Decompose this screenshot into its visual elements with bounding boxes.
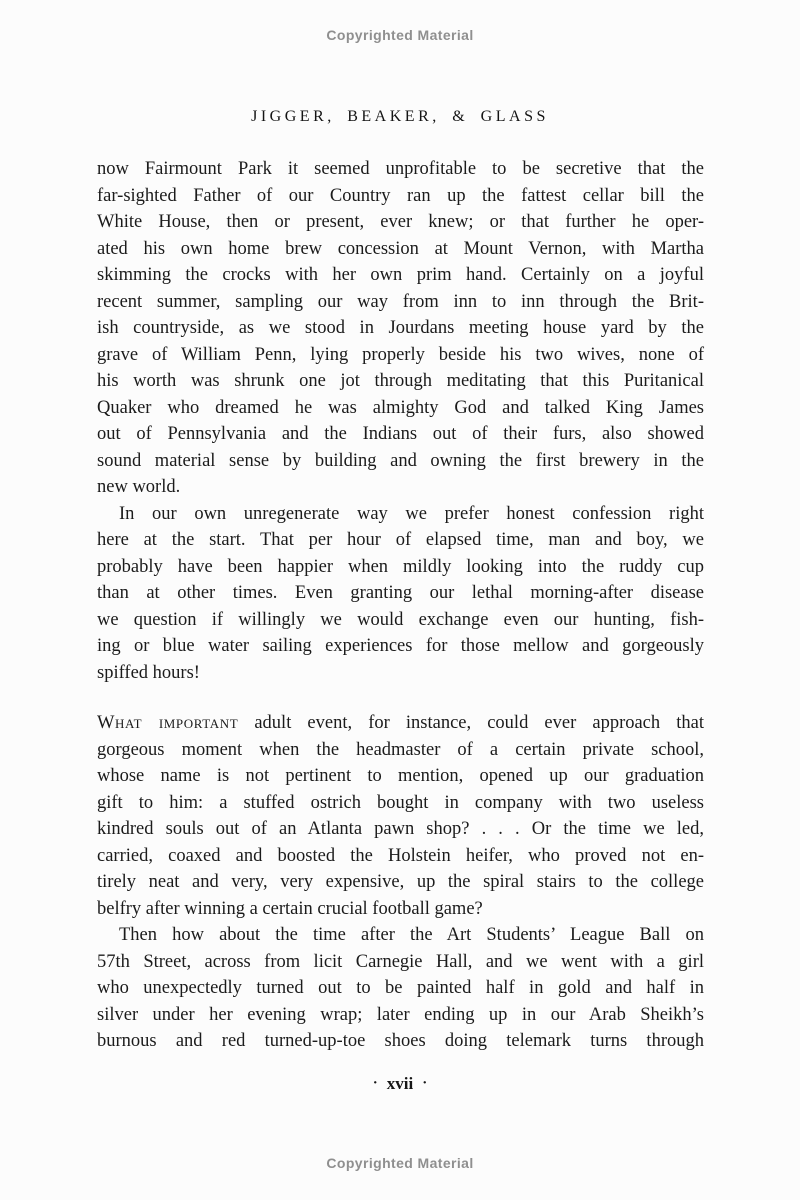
text-line: here at the start. That per hour of elapsed time, man and boy, we xyxy=(97,530,704,550)
text-line: now Fairmount Park it seemed unprofitable to be secretive that the xyxy=(97,159,704,179)
text-line: out of Pennsylvania and the Indians out of their furs, also showed xyxy=(97,424,704,444)
small-caps-lead: What important xyxy=(97,713,239,733)
text-line: 57th Street, across from licit Carnegie Hall, and we went with a girl xyxy=(97,951,704,972)
text-line: White House, then or present, ever knew; or that further he oper- xyxy=(97,212,704,232)
text-line: belfry after winning a certain crucial football game? xyxy=(97,898,483,919)
text-line: spiffed hours! xyxy=(97,662,200,683)
running-head: JIGGER, BEAKER, & GLASS xyxy=(251,108,549,125)
page-number-right-dot: · xyxy=(422,1075,428,1091)
copyright-notice-top: Copyrighted Material xyxy=(326,27,474,43)
text-line: new world. xyxy=(97,477,181,497)
page-number-value: xvii xyxy=(386,1074,414,1093)
text-line: kindred souls out of an Atlanta pawn shop? . . . Or the time we led, xyxy=(97,819,704,839)
paragraph xyxy=(97,710,704,922)
text-line: than at other times. Even granting our lethal morning-after disease xyxy=(97,583,704,603)
text-line: probably have been happier when mildly looking into the ruddy cup xyxy=(97,556,704,577)
text-line: recent summer, sampling our way from inn to inn through the Brit- xyxy=(97,291,704,312)
text-line: burnous and red turned-up-toe shoes doing telemark turns through xyxy=(97,1031,704,1051)
text-line: grave of William Penn, lying properly beside his two wives, none of xyxy=(97,344,704,365)
copyright-notice-bottom: Copyrighted Material xyxy=(326,1155,474,1171)
text-line: who unexpectedly turned out to be painted half in gold and half in xyxy=(97,978,704,998)
text-line: skimming the crocks with her own prim hand. Certainly on a joyful xyxy=(97,265,704,285)
text-line: gift to him: a stuffed ostrich bought in company with two useless xyxy=(97,792,704,813)
text-line: far-sighted Father of our Country ran up the fattest cellar bill the xyxy=(97,185,704,206)
text-line: tirely neat and very, very expensive, up the spiral stairs to the college xyxy=(97,872,704,892)
text-line: gorgeous moment when the headmaster of a certain private school, xyxy=(97,739,704,760)
paragraph xyxy=(97,156,704,501)
text-line: his worth was shrunk one jot through meditating that this Puritanical xyxy=(97,371,704,391)
text-line: Then how about the time after the Art Students’ League Ball on xyxy=(119,925,704,945)
paragraph xyxy=(97,922,704,1055)
text-line: ing or blue water sailing experiences for those mellow and gorgeously xyxy=(97,636,704,656)
page-number-left-dot: · xyxy=(372,1075,378,1091)
text-line: silver under her evening wrap; later ending up in our Arab Sheikh’s xyxy=(97,1004,704,1025)
text-line: ated his own home brew concession at Mount Vernon, with Martha xyxy=(97,238,704,259)
text-line: In our own unregenerate way we prefer honest confession right xyxy=(119,503,704,524)
page-number xyxy=(0,1074,800,1094)
text-line: What important adult event, for instance, could ever approach that xyxy=(97,713,704,733)
text-line: whose name is not pertinent to mention, opened up our graduation xyxy=(97,766,704,786)
page-body-text xyxy=(97,156,704,1055)
text-line: ish countryside, as we stood in Jourdans meeting house yard by the xyxy=(97,318,704,338)
text-line: Quaker who dreamed he was almighty God and talked King James xyxy=(97,397,704,418)
text-line: carried, coaxed and boosted the Holstein heifer, who proved not en- xyxy=(97,845,704,866)
text-line: we question if willingly we would exchange even our hunting, fish- xyxy=(97,609,704,630)
paragraph xyxy=(97,501,704,687)
text-line: sound material sense by building and owning the first brewery in the xyxy=(97,450,704,471)
